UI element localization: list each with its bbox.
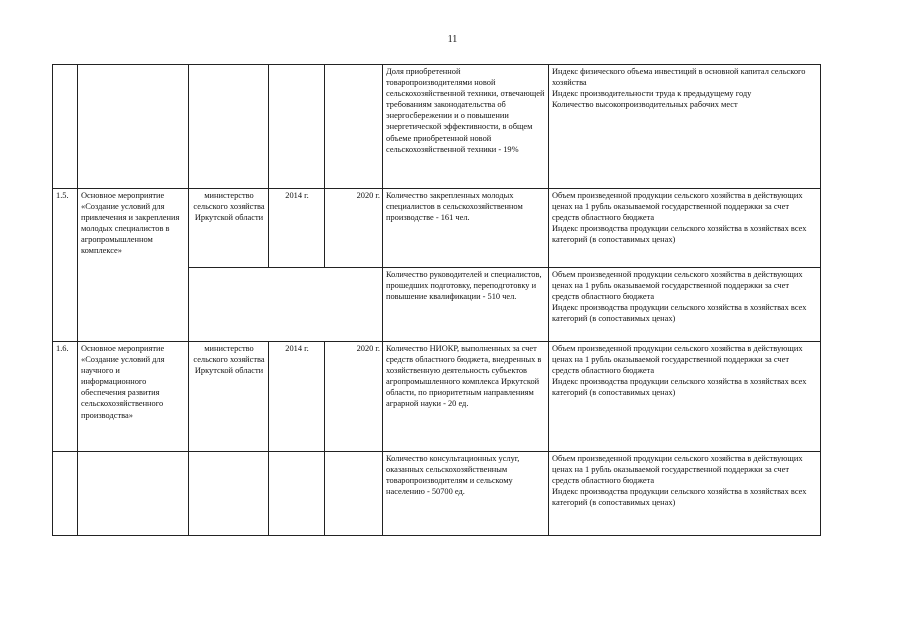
measures-table — [52, 64, 821, 536]
event-cell: Основное мероприятие «Создание условий для научного и информационного обеспечения развития сельскохозяйственного производства» — [78, 342, 189, 452]
table-row — [53, 65, 821, 189]
row-number-cell: 1.6. — [53, 342, 78, 452]
executor-cell: министерство сельского хозяйства Иркутской области — [189, 342, 269, 452]
page-number: 11 — [447, 34, 458, 45]
indicator-cell: Количество руководителей и специалистов, прошедших подготовку, переподготовку и повышение квалификации - 510 чел. — [383, 268, 549, 342]
target-cell: Объем произведенной продукции сельского хозяйства в действующих ценах на 1 рубль оказываемой государственной поддержки за счет средств областного бюджета Индекс производства продукции сельского хозяйства в хозяйствах всех категорий (в сопоставимых ценах) — [549, 268, 821, 342]
table-row — [53, 189, 821, 268]
target-cell: Объем произведенной продукции сельского хозяйства в действующих ценах на 1 рубль оказываемой государственной поддержки за счет средств областного бюджета Индекс производства продукции сельского хозяйства в хозяйствах всех категорий (в сопоставимых ценах) — [549, 189, 821, 268]
event-cell — [78, 65, 189, 189]
row-number-cell: 1.5. — [53, 189, 78, 342]
table-row — [53, 452, 821, 536]
indicator-cell: Количество консультационных услуг, оказанных сельскохозяйственным товаропроизводителям и сельскому населению - 50700 ед. — [383, 452, 549, 536]
start-year-cell: 2014 г. — [269, 342, 325, 452]
target-cell: Объем произведенной продукции сельского хозяйства в действующих ценах на 1 рубль оказываемой государственной поддержки за счет средств областного бюджета Индекс производства продукции сельского хозяйства в хозяйствах всех категорий (в сопоставимых ценах) — [549, 452, 821, 536]
end-year-cell: 2020 г. — [325, 342, 383, 452]
event-cell — [78, 452, 189, 536]
row-number-cell — [53, 452, 78, 536]
indicator-cell: Количество НИОКР, выполненных за счет средств областного бюджета, внедренных в хозяйственную деятельность субъектов агропромышленного комплекса Иркутской области, по приоритетным направлениям аграрной науки - 20 ед. — [383, 342, 549, 452]
end-year-cell: 2020 г. — [325, 189, 383, 268]
empty-cell — [189, 268, 383, 342]
indicator-cell: Доля приобретенной товаропроизводителями новой сельскохозяйственной техники, отвечающей требованиям законодательства об энергосбережении и о повышении энергетической эффективности, в общем объеме приобретенной новой сельскохозяйственной техники - 19% — [383, 65, 549, 189]
executor-cell — [189, 65, 269, 189]
executor-cell: министерство сельского хозяйства Иркутской области — [189, 189, 269, 268]
end-year-cell — [325, 65, 383, 189]
target-cell: Объем произведенной продукции сельского хозяйства в действующих ценах на 1 рубль оказываемой государственной поддержки за счет средств областного бюджета Индекс производства продукции сельского хозяйства в хозяйствах всех категорий (в сопоставимых ценах) — [549, 342, 821, 452]
event-cell: Основное мероприятие «Создание условий для привлечения и закрепления молодых специалистов в агропромышленном комплексе» — [78, 189, 189, 342]
end-year-cell — [325, 452, 383, 536]
start-year-cell: 2014 г. — [269, 189, 325, 268]
target-cell: Индекс физического объема инвестиций в основной капитал сельского хозяйства Индекс производительности труда к предыдущему году Количество высокопроизводительных рабочих мест — [549, 65, 821, 189]
start-year-cell — [269, 452, 325, 536]
executor-cell — [189, 452, 269, 536]
indicator-cell: Количество закрепленных молодых специалистов в сельскохозяйственном производстве - 161 чел. — [383, 189, 549, 268]
row-number-cell — [53, 65, 78, 189]
table-row — [53, 342, 821, 452]
start-year-cell — [269, 65, 325, 189]
